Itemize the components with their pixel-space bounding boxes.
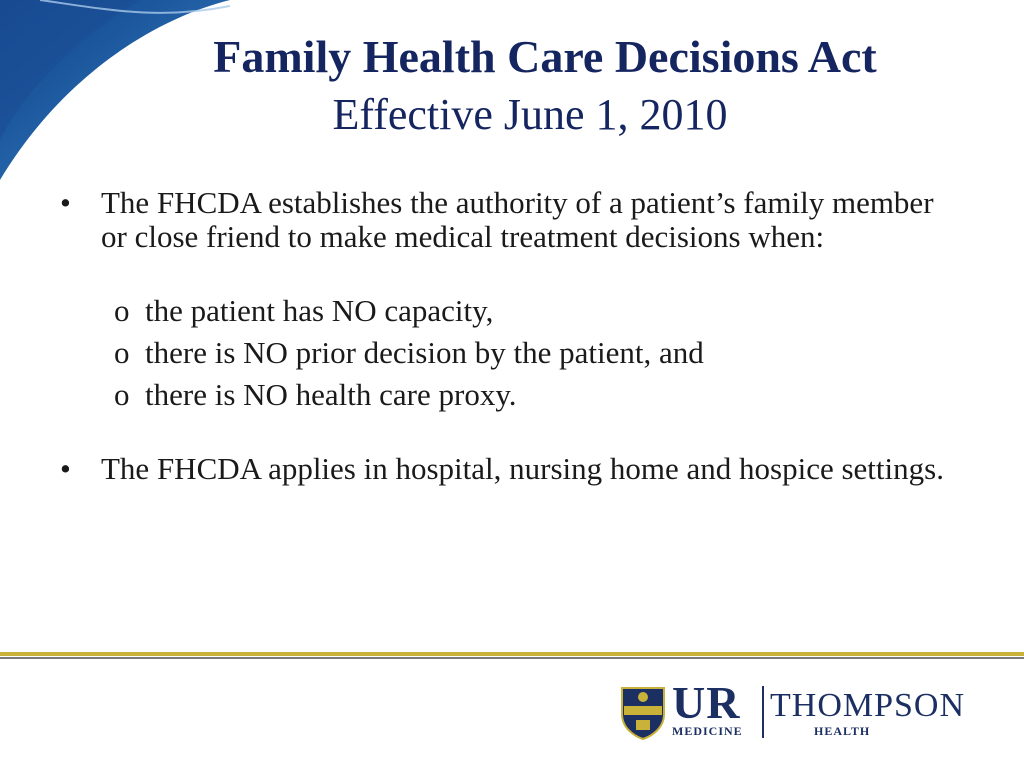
title-block [0, 28, 1024, 144]
ur-thompson-logo [618, 677, 998, 744]
footer-gray-rule [0, 657, 1024, 659]
footer-gold-rule [0, 652, 1024, 656]
meliora-seal-icon [618, 684, 668, 740]
sub-bullet-item [60, 336, 960, 370]
sub-bullet-text: there is NO prior decision by the patient, and [145, 335, 704, 370]
logo-ur-text: UR [672, 677, 741, 728]
slide-title: Family Health Care Decisions Act [213, 31, 877, 82]
bullet-item [60, 452, 960, 486]
bullet-text: The FHCDA applies in hospital, nursing home and hospice settings. [101, 451, 944, 486]
sub-bullet-item [60, 378, 960, 412]
sub-bullet-marker: o [114, 377, 130, 412]
slide-body [60, 186, 960, 486]
logo-medicine-text: MEDICINE [672, 724, 743, 738]
sub-bullet-marker: o [114, 335, 130, 370]
logo-health-text: HEALTH [814, 724, 871, 738]
bullet-marker: • [60, 185, 71, 220]
bullet-marker: • [60, 451, 71, 486]
sub-bullet-item [60, 294, 960, 328]
slide-subtitle: Effective June 1, 2010 [332, 90, 728, 139]
bullet-item [60, 186, 960, 254]
bullet-text: The FHCDA establishes the authority of a patient’s family member or close friend to make medical treatment decisions when: [101, 185, 934, 254]
logo-thompson-text: THOMPSON [770, 687, 966, 724]
sub-bullet-text: the patient has NO capacity, [145, 293, 494, 328]
sub-bullet-text: there is NO health care proxy. [145, 377, 517, 412]
sub-bullet-marker: o [114, 293, 130, 328]
logo-divider [762, 686, 764, 738]
